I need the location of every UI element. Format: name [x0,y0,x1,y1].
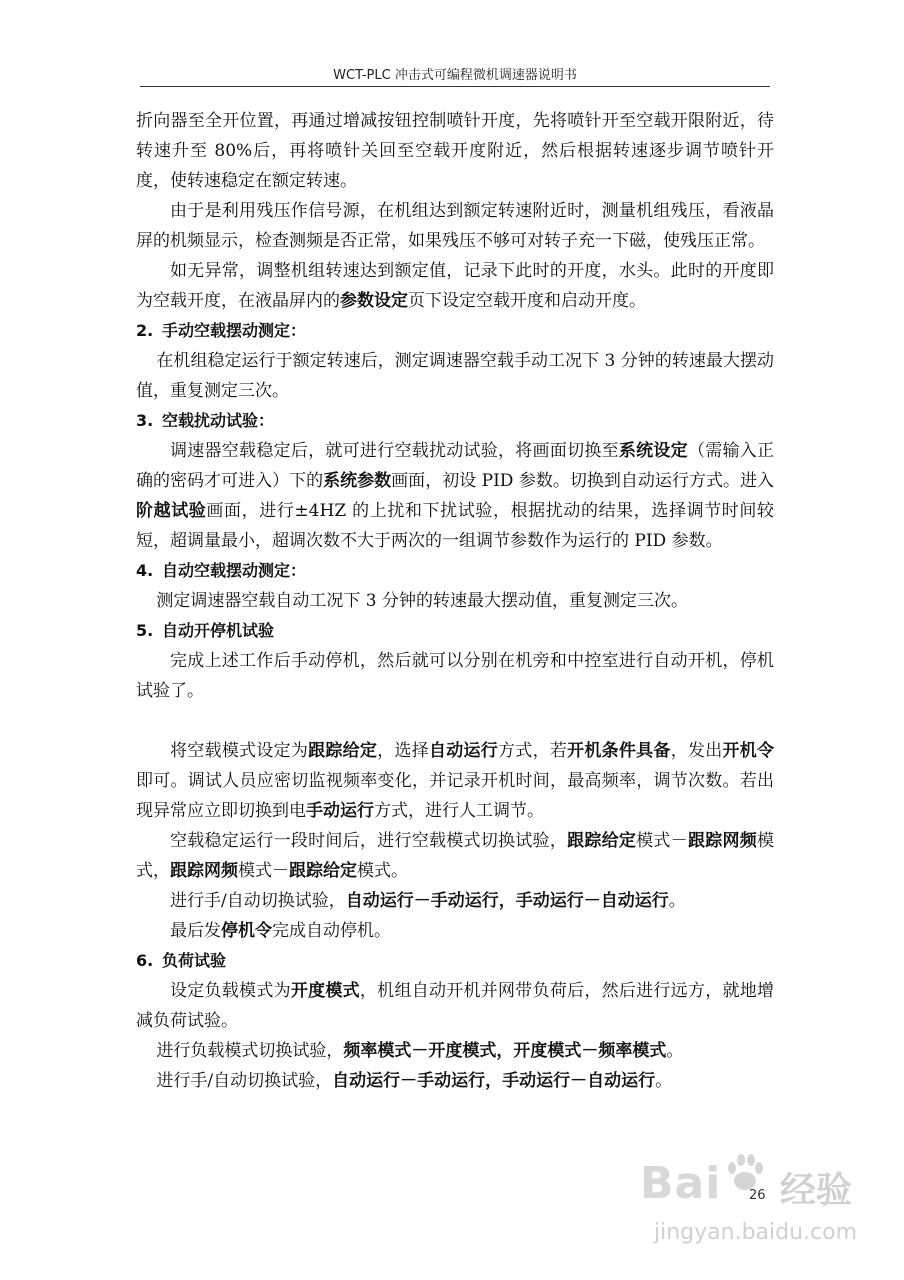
bold-term: 跟踪给定 [308,741,378,761]
section-heading: 4. 自动空载摆动测定： [136,561,307,580]
bold-term: 系统参数 [323,471,392,491]
bold-term: 开机条件具备 [567,741,671,761]
bold-term: 自动运行－手动运行，手动运行－自动运行 [345,891,669,911]
bold-term: 频率模式－开度模式，开度模式－频率模式 [343,1041,667,1061]
bold-term: 跟踪网频 [170,861,238,881]
section-heading: 3. 空载扰动试验： [136,411,275,430]
watermark-brand-text: 经验 [780,1170,853,1211]
baidu-jingyan-watermark [640,1148,890,1268]
section-heading: 6. 负荷试验 [136,951,227,970]
bold-term: 手动运行 [306,801,374,821]
paragraph: 调速器空载稳定后，就可进行空载扰动试验，将画面切换至系统设定（需输入正确的密码才可进入）下的系统参数画面，初设 PID 参数。切换到自动运行方式。进入阶越试验画面，进行±4HZ 的上扰和下扰试验，根据扰动的结果，选择调节时间较短，超调量最小，超调次数不大于两次的一组调节参数作为运行的 PID 参数。 [136,441,775,551]
bold-term: 自动运行－手动运行，手动运行－自动运行 [332,1071,656,1091]
paragraph: 折向器至全开位置，再通过增减按钮控制喷针开度，先将喷针开至空载开限附近，待转速升至 80%后，再将喷针关回至空载开度附近，然后根据转速逐步调节喷针开度，使转速稳定在额定转速。 [136,111,774,191]
spacer [136,706,774,736]
bold-term: 跟踪给定 [567,831,637,851]
paragraph: 空载稳定运行一段时间后，进行空载模式切换试验，跟踪给定模式－跟踪网频模式，跟踪网频模式－跟踪给定模式。 [136,831,775,881]
header-divider [140,86,770,87]
section-heading: 2. 手动空载摆动测定： [136,321,307,340]
bold-term: 系统设定 [618,441,688,461]
bold-term: 自动运行 [428,741,499,761]
page-header-title: WCT-PLC 冲击式可编程微机调速器说明书 [333,68,577,83]
paragraph: 测定调速器空载自动工况下 3 分钟的转速最大摆动值，重复测定三次。 [156,591,689,611]
paragraph: 由于是利用残压作信号源，在机组达到额定转速附近时，测量机组残压，看液晶屏的机频显示，检查测频是否正常，如果残压不够可对转子充一下磁，使残压正常。 [136,201,774,251]
paragraph: 进行手/自动切换试验，自动运行－手动运行，手动运行－自动运行。 [156,1071,673,1091]
bold-term: 阶越试验 [136,501,207,521]
bold-term: 停机令 [221,921,272,941]
paragraph: 在机组稳定运行于额定转速后，测定调速器空载手动工况下 3 分钟的转速最大摆动值，重复测定三次。 [136,351,774,401]
page-number: 26 [749,1188,766,1203]
paragraph: 最后发停机令完成自动停机。 [170,921,391,941]
paragraph: 进行负载模式切换试验，频率模式－开度模式，开度模式－频率模式。 [156,1041,684,1061]
document-body [136,106,774,1096]
watermark-logo-text: Bai [640,1158,722,1209]
watermark-url: jingyan.baidu.com [654,1220,858,1245]
bold-term: 开机令 [722,741,775,761]
paragraph: 如无异常，调整机组转速达到额定值，记录下此时的开度，水头。此时的开度即为空载开度，在液晶屏内的参数设定页下设定空载开度和启动开度。 [136,261,774,311]
section-heading: 5. 自动开停机试验 [136,621,275,640]
paw-icon [720,1148,770,1198]
bold-term: 参数设定 [340,291,408,311]
paragraph: 完成上述工作后手动停机，然后就可以分别在机旁和中控室进行自动开机，停机试验了。 [136,651,774,701]
paragraph: 将空载模式设定为跟踪给定，选择自动运行方式，若开机条件具备，发出开机令即可。调试人员应密切监视频率变化，并记录开机时间，最高频率，调节次数。若出现异常应立即切换到电手动运行方式，进行人工调节。 [136,741,775,821]
bold-term: 跟踪网频 [687,831,758,851]
paragraph: 设定负载模式为开度模式，机组自动开机并网带负荷后，然后进行远方，就地增减负荷试验。 [136,981,775,1031]
bold-term: 开度模式 [290,981,360,1001]
bold-term: 跟踪给定 [289,861,357,881]
paragraph: 进行手/自动切换试验，自动运行－手动运行，手动运行－自动运行。 [170,891,686,911]
